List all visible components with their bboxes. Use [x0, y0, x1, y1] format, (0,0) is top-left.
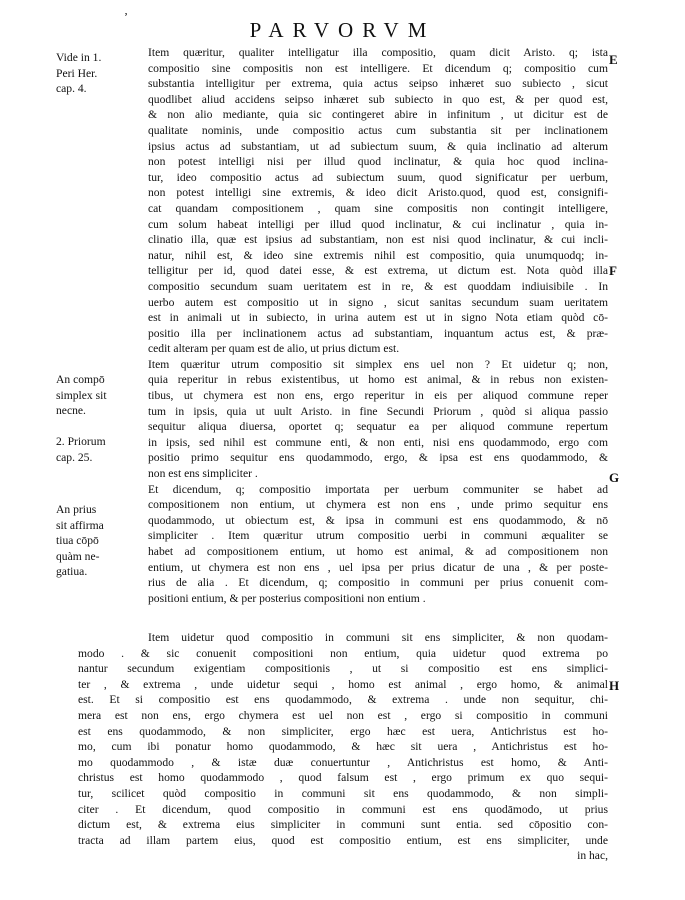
- text-line: Item quæritur, qualiter intelligatur illa compositio, quam dicit Aristo. q; ista: [148, 46, 608, 59]
- text-line: non est ens simpliciter .: [148, 467, 258, 481]
- text-line: mo, cum ibi ponatur homo quodammodo, & hæc sit uera , Antichristus est ho-: [78, 740, 608, 754]
- text-line: quodammodo, ut obiectum est, & ipsa in communi est ens quodammodo, & nō: [148, 513, 608, 527]
- text-line: cum solum habeat intelligi per illud quod inclinatur, & cui inclinatur , quia in-: [148, 217, 608, 231]
- text-line: natur, nihil est, & ideo sine extremis nihil est compositio, quia unumquodq; in-: [148, 248, 608, 262]
- margin-note-2: [56, 372, 148, 419]
- text-line: tur, scilicet quòd compositio in communi sit ens quodammodo, & non simpli-: [78, 786, 608, 800]
- margin-note-line: An prius: [56, 503, 97, 516]
- text-line: substantia intelligitur per extrema, quia actus seipso inhæret suo subiecto , sicut: [148, 77, 608, 91]
- text-line: cedit alteram per quam est de alio, ut prius dictum est.: [148, 342, 400, 356]
- margin-note-3: [56, 434, 148, 465]
- text-line: positioni entium, & per posterius compositioni non entium .: [148, 591, 426, 605]
- margin-note-line: gatiua.: [56, 565, 88, 579]
- text-line: simpliciter . Item quæritur utrum compositio uerbi in communi æqualiter se: [148, 529, 608, 543]
- text-line: non potest intelligi nisi per illud quod inclinatur, & quia hoc quod inclina-: [148, 155, 608, 169]
- text-line: entium, ut chymera est non ens , uel ipsa per prius dicatur de una , & per poste-: [148, 560, 608, 574]
- text-line: compositio secundum suam ueritatem est in re, & est quoddam indiuisibile . In: [148, 279, 608, 293]
- text-line: positio illa per inclinationem actus ad substantiam, inquantum actus est, & præ-: [148, 326, 608, 340]
- text-line: est in animali ut in subiecto, in urina autem est ut in signo Nota etiam quòd cō-: [148, 311, 608, 325]
- text-line: positio primo sequitur ens quodammodo, ergo, & ipsa est ens quodammodo, &: [148, 451, 608, 465]
- text-line: in hac,: [577, 849, 608, 863]
- margin-note-1: [56, 50, 148, 97]
- side-letter-h: H: [609, 678, 620, 693]
- text-line: uerbo autem est compositio ut in signo , sicut sanitas secundum suam ueritatem: [148, 295, 608, 309]
- text-line: est. Et si compositio est ens quodammodo, & extrema . unde non sequitur, chi-: [78, 693, 608, 707]
- text-line: tur, ideo compositio actus ad subiectum suum, quod significatur per uerbum,: [148, 170, 608, 184]
- main-text: [148, 45, 608, 606]
- margin-note-line: Peri Her.: [56, 66, 98, 80]
- margin-note-line: sit affirma: [56, 518, 104, 532]
- text-line: & non alio mediante, quia sic contingeret abire in infinitum , ut dicitur est de: [148, 108, 608, 122]
- text-line: mo quodammodo , & istæ duæ conuertuntur , Antichristus est homo, & Anti-: [78, 755, 608, 769]
- margin-note-4: [56, 502, 148, 580]
- text-line: nantur secundum exigentiam compositionis , ut si compositio est ens simplici-: [78, 662, 608, 676]
- text-line: clinatio illa, quæ est ipsius ad substantiam, non est nisi quod inclinatur, & cui incli-: [148, 233, 608, 247]
- text-line: rius de alia . Et dicendum, q; compositio in communi per prius conuenit com-: [148, 576, 608, 590]
- side-letter-f: F: [609, 263, 617, 278]
- text-line: Item quæritur utrum compositio sit simplex ens uel non ? Et uidetur q; non,: [148, 357, 608, 371]
- text-line: christus est homo quodammodo , quod falsum est , ergo primum ex quo sequi-: [78, 771, 608, 785]
- margin-note-line: cap. 25.: [56, 450, 93, 464]
- text-line: habet ad compositionem entium, ut homo est animal, & ad compositionem non: [148, 545, 608, 558]
- text-line: citer . Et dicendum, quod compositio in communi est ens quodāmodo, ut prius: [78, 802, 608, 816]
- text-line: cat quandam compositionem , quam sine compositis non contingit intelligere,: [148, 201, 608, 215]
- text-line: ipsius actus ad substantiam, ut ad subiectum suum, & quia inclinatio ad alterum: [148, 139, 608, 153]
- text-line: tum in ipsis, quia ut uult Aristo. in fine Secundi Priorum , quòd si aliqua passio: [148, 404, 608, 418]
- text-line: in ipsis, sed nihil est commune enti, & non enti, nisi ens quodammodo, ergo com: [148, 435, 608, 449]
- text-line: Item uidetur quod compositio in communi sit ens simpliciter, & non quodam-: [148, 631, 608, 644]
- margin-note-line: quàm ne-: [56, 549, 100, 563]
- text-line: qualitate nominis, unde compositio actus cum substantia sit per inclinationem: [148, 123, 608, 137]
- margin-note-line: tiua cōpō: [56, 534, 99, 548]
- text-line: quia reperitur in rebus existentibus, ut homo est animal, & in rebus non existen-: [148, 373, 608, 387]
- corner-mark: ʼ: [124, 10, 128, 24]
- text-line: tibus, ut chymera est non ens, ergo reperitur in eis per aliquod commune reper: [148, 389, 608, 403]
- text-line: non potest intelligi sine extremis, & ideo dicit Aristo.quod, quod est, consignifi-: [148, 186, 608, 200]
- text-line: quodlibet aliud accidens seipso inhæret sub subiecto in quo est, & per quod est,: [148, 92, 608, 106]
- text-line: dictum est, & extrema eius simpliciter in communi sunt entia. sed cōpositio con-: [78, 818, 608, 832]
- text-line: est ens quodammodo, & non simpliciter, ergo hæc est uera, Antichristus est ho-: [78, 724, 608, 738]
- main-text-wide: [78, 630, 608, 864]
- text-line: Et dicendum, q; compositio importata per uerbum communiter se habet ad: [148, 482, 608, 496]
- text-line: modo . & sic conuenit compositioni non entium, quia uidetur quod extrema po: [78, 646, 608, 660]
- margin-note-line: Vide in 1.: [56, 51, 102, 64]
- text-line: compositionem non entium, ut chymera est non ens , unde primo sequitur ens: [148, 498, 608, 512]
- side-letter-g: G: [609, 470, 620, 485]
- text-line: tracta ad illam partem eius, quod est compositio entium, est ens simpliciter, unde: [78, 833, 608, 847]
- text-line: sequitur aliqua diuersa, oportet q; sequatur ea per aliquod commune repertum: [148, 420, 608, 434]
- text-line: ter , & extrema , unde uidetur sequi , homo est animal , ergo homo, & animal: [78, 677, 608, 691]
- page-title: PARVORVM: [249, 18, 436, 42]
- text-line: compositio sine compositis non est intelligere. Et dicendum q; compositio cum: [148, 61, 608, 75]
- margin-note-line: necne.: [56, 404, 86, 418]
- margin-note-line: cap. 4.: [56, 82, 87, 96]
- text-line: mera est non ens, ergo chymera est uel non est , ergo si compositio in communi: [78, 708, 608, 722]
- margin-note-line: An compō: [56, 373, 105, 386]
- side-letter-e: E: [609, 52, 618, 67]
- text-line: telligitur per id, quod datei esse, & est extrema, ut dictum est. Nota quòd illa: [148, 264, 608, 278]
- margin-note-line: simplex sit: [56, 388, 107, 402]
- margin-note-line: 2. Priorum: [56, 435, 106, 448]
